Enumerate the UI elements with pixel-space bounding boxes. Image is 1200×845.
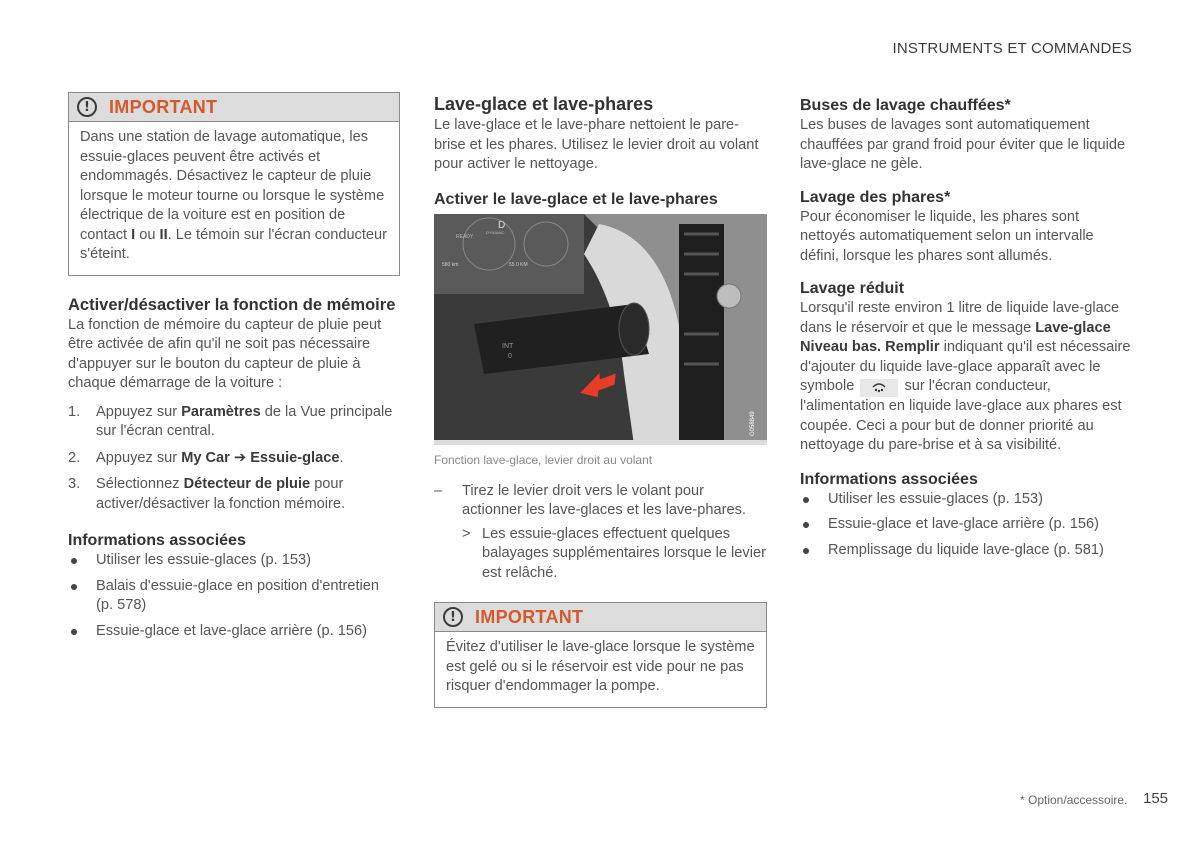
reduced-washing-heading: Lavage réduit <box>800 280 905 297</box>
step-item <box>68 475 400 514</box>
related-info-list <box>68 551 400 641</box>
related-link-text: Utiliser les essuie-glaces (p. 153) <box>96 552 311 568</box>
related-link[interactable] <box>800 515 1134 535</box>
lever-zero-label: 0 <box>508 352 512 360</box>
related-link[interactable] <box>68 551 400 571</box>
related-link[interactable] <box>800 490 1134 510</box>
reduced-text-part: Lorsqu'il reste environ 1 litre de liquide lave-glace dans le réservoir et que le message <box>800 300 1120 336</box>
result-marker: > <box>462 525 471 542</box>
step-text: Appuyez sur <box>96 403 182 420</box>
important-title: IMPORTANT <box>475 606 584 627</box>
bullet-icon <box>71 584 77 590</box>
step-item <box>68 403 400 442</box>
step-term: Paramètres <box>181 403 261 420</box>
memory-heading: Activer/désactiver la fonction de mémoire <box>68 295 396 314</box>
related-link-text: Essuie-glace et lave-glace arrière (p. 156) <box>828 516 1099 532</box>
important-body: Évitez d'utiliser le lave-glace lorsque le système est gelé ou si le réservoir est vide pour ne pas risquer d'endommager la pompe. <box>446 639 755 694</box>
important-header <box>435 603 766 632</box>
step-number: 3. <box>68 476 81 492</box>
bullet-icon <box>71 629 77 635</box>
column-right <box>800 92 1134 566</box>
washer-heading: Lave-glace et lave-phares <box>434 94 654 114</box>
important-box-pump <box>434 602 767 708</box>
arrow-right-icon: ➔ <box>229 449 251 466</box>
related-link[interactable] <box>68 622 400 642</box>
reduced-washing-text <box>800 299 1134 456</box>
memory-intro: La fonction de mémoire du capteur de pluie peut être activée de afin qu'il ne soit pas nécessaire d'appuyer sur le bouton du capteur de pluie à chaque démarrage de la voiture : <box>68 316 382 391</box>
step-text: Appuyez sur <box>96 449 182 466</box>
column-middle <box>434 92 767 708</box>
heated-nozzles-heading: Buses de lavage chauffées* <box>800 97 1011 114</box>
low-fluid-message: Lave-glace Niveau bas. Remplir <box>800 319 1111 355</box>
step-text: de la Vue principale sur l'écran central. <box>96 403 393 439</box>
step-text: pour activer/désactiver la fonction mémoire. <box>96 476 346 512</box>
figure-caption: Fonction lave-glace, levier droit au volant <box>434 452 653 467</box>
result-item <box>434 525 767 584</box>
reduced-text-part: indiquant qu'il est nécessaire d'ajouter du liquide lave-glace apparaît avec le symbole <box>800 339 1131 394</box>
related-link[interactable] <box>68 577 400 616</box>
step-term: Détecteur de pluie <box>183 476 311 492</box>
lever-int-label: INT <box>502 342 514 350</box>
result-text: Les essuie-glaces effectuent quelques balayages supplémentaires lorsque le levier est relâché. <box>482 525 766 581</box>
related-info-list <box>800 490 1134 561</box>
important-title: IMPORTANT <box>109 96 218 117</box>
important-text-after: . Le témoin sur l'écran conducteur s'éteint. <box>80 226 388 262</box>
ready-indicator: READY <box>456 233 474 240</box>
step-number: 2. <box>68 449 81 466</box>
important-box-rain-sensor <box>68 92 400 276</box>
related-link-text: Essuie-glace et lave-glace arrière (p. 156) <box>96 622 367 639</box>
step-text: Sélectionnez <box>96 476 184 492</box>
important-body <box>69 122 399 275</box>
lever-illustration <box>434 214 767 445</box>
lever-illustration-svg <box>434 214 767 445</box>
washer-intro: Le lave-glace et le lave-phare nettoient le pare-brise et les phares. Utilisez le levier droit au volant pour activer le nettoyage. <box>434 117 759 172</box>
page-header-title: INSTRUMENTS ET COMMANDES <box>892 40 1132 57</box>
range-readout: 580 km <box>442 261 459 268</box>
reduced-text-part: sur l'écran conducteur, l'alimentation en liquide lave-glace aux phares est coupée. Ceci a pour but de donner priorité au nettoyage du pare-brise et à sa visibilité. <box>800 378 1122 453</box>
figure-code: G058849 <box>750 410 756 436</box>
related-info-heading: Informations associées <box>800 470 978 488</box>
step-term: My Car <box>181 449 230 466</box>
important-text-before: Dans une station de lavage automatique, les essuie-glaces peuvent être activés et endommagés. Désactivez le capteur de pluie lorsque le moteur tourne ou lorsque le système électrique de la voiture est en position de contact <box>80 129 385 243</box>
related-link[interactable] <box>800 541 1134 561</box>
column-left <box>68 92 400 647</box>
step-number: 1. <box>68 403 81 420</box>
exclamation-circle-icon: ! <box>77 97 97 117</box>
dash-marker: – <box>434 482 443 499</box>
ignition-position-2: II <box>159 226 168 243</box>
instruction-item <box>434 482 767 521</box>
mode-indicator: DYNAMIC <box>486 229 505 235</box>
bullet-icon <box>803 522 809 528</box>
bullet-icon <box>803 497 809 503</box>
washer-fluid-icon <box>860 379 898 397</box>
gear-indicator: D <box>498 219 506 231</box>
activate-washer-heading: Activer le lave-glace et le lave-phares <box>434 190 718 208</box>
headlamp-washing-text: Pour économiser le liquide, les phares sont nettoyés automatiquement selon un intervalle défini, lorsque les phares sont allumés. <box>800 208 1094 264</box>
exclamation-circle-icon: ! <box>443 607 463 627</box>
headlamp-washing-heading: Lavage des phares* <box>800 188 951 206</box>
important-text-or: ou <box>135 226 160 243</box>
step-text: . <box>339 449 344 466</box>
important-header <box>69 93 399 122</box>
step-item <box>68 449 400 469</box>
heated-nozzles-text: Les buses de lavages sont automatiquement chauffées par grand froid pour éviter que le liquide lave-glace ne gèle. <box>800 117 1126 172</box>
bullet-icon <box>803 548 809 554</box>
related-link-text: Balais d'essuie-glace en position d'entretien (p. 578) <box>96 577 380 613</box>
odometer-readout: 55 0 KM <box>509 261 528 268</box>
footnote-option: * Option/accessoire. <box>1020 793 1128 807</box>
page-number: 155 <box>1143 790 1169 807</box>
related-link-text: Utiliser les essuie-glaces (p. 153) <box>828 490 1043 507</box>
related-info-heading: Informations associées <box>68 532 246 549</box>
step-term: Essuie-glace <box>250 449 340 466</box>
ignition-position-1: I <box>131 226 136 243</box>
instruction-text: Tirez le levier droit vers le volant pour actionner les lave-glaces et les lave-phares. <box>462 482 746 518</box>
memory-steps <box>68 403 400 515</box>
related-link-text: Remplissage du liquide lave-glace (p. 581) <box>828 541 1104 558</box>
bullet-icon <box>71 558 77 564</box>
